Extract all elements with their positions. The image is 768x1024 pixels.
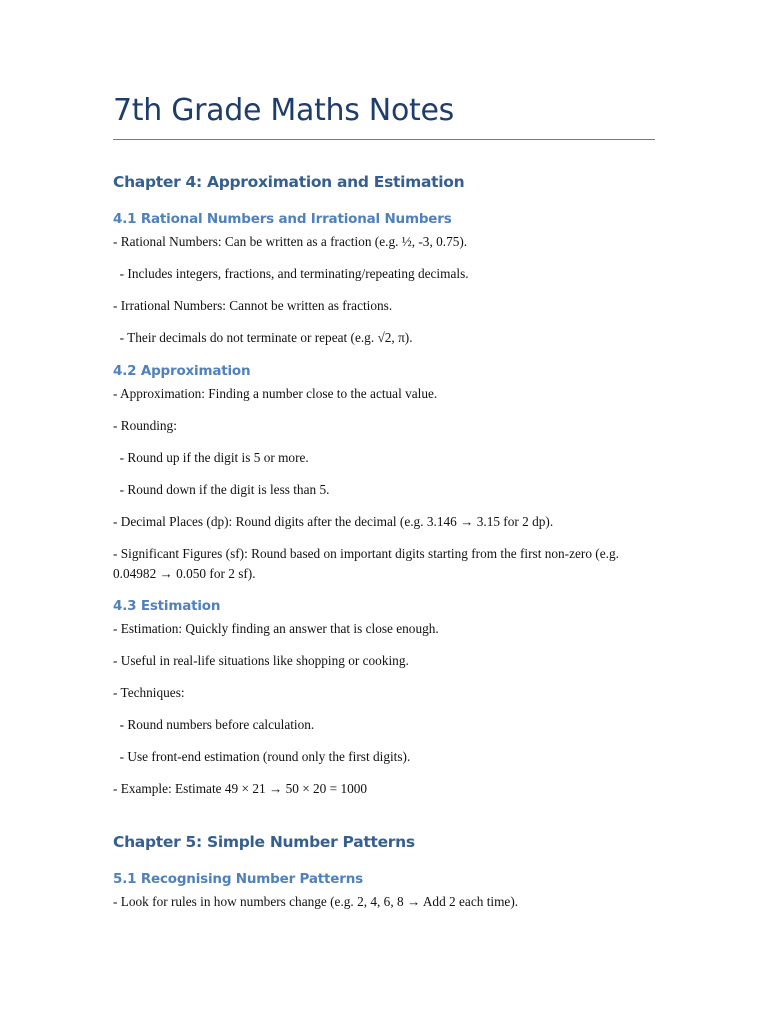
- paragraph: - Approximation: Finding a number close to the actual value.: [113, 386, 438, 401]
- paragraph: - Look for rules in how numbers change (e.g. 2, 4, 6, 8 → Add 2 each time).: [113, 894, 519, 909]
- document-title: 7th Grade Maths Notes: [113, 93, 454, 128]
- paragraph: - Round down if the digit is less than 5.: [113, 482, 330, 497]
- chapter-4-heading: Chapter 4: Approximation and Estimation: [113, 173, 465, 191]
- paragraph: - Irrational Numbers: Cannot be written as fractions.: [113, 298, 393, 313]
- title-underline: [113, 139, 655, 140]
- paragraph: - Round numbers before calculation.: [113, 717, 315, 732]
- paragraph: - Significant Figures (sf): Round based on important digits starting from the first non-zero (e.g. 0.04982 → 0.050 for 2 sf).: [113, 546, 623, 581]
- paragraph: - Decimal Places (dp): Round digits after the decimal (e.g. 3.146 → 3.15 for 2 dp).: [113, 514, 554, 529]
- paragraph: - Use front-end estimation (round only the first digits).: [113, 749, 411, 764]
- section-5-1-heading: 5.1 Recognising Number Patterns: [113, 871, 363, 887]
- paragraph: - Includes integers, fractions, and terminating/repeating decimals.: [113, 266, 469, 281]
- paragraph: - Rounding:: [113, 418, 177, 433]
- paragraph: - Example: Estimate 49 × 21 → 50 × 20 = 1000: [113, 781, 368, 796]
- section-4-2-heading: 4.2 Approximation: [113, 363, 251, 379]
- paragraph: - Round up if the digit is 5 or more.: [113, 450, 309, 465]
- paragraph: - Techniques:: [113, 685, 185, 700]
- paragraph: - Their decimals do not terminate or repeat (e.g. √2, π).: [113, 330, 413, 345]
- paragraph: - Useful in real-life situations like shopping or cooking.: [113, 653, 409, 668]
- paragraph: - Estimation: Quickly finding an answer that is close enough.: [113, 621, 439, 636]
- chapter-5-heading: Chapter 5: Simple Number Patterns: [113, 833, 415, 851]
- paragraph: - Rational Numbers: Can be written as a fraction (e.g. ½, -3, 0.75).: [113, 234, 468, 249]
- section-4-3-heading: 4.3 Estimation: [113, 598, 221, 614]
- section-4-1-heading: 4.1 Rational Numbers and Irrational Numbers: [113, 211, 452, 227]
